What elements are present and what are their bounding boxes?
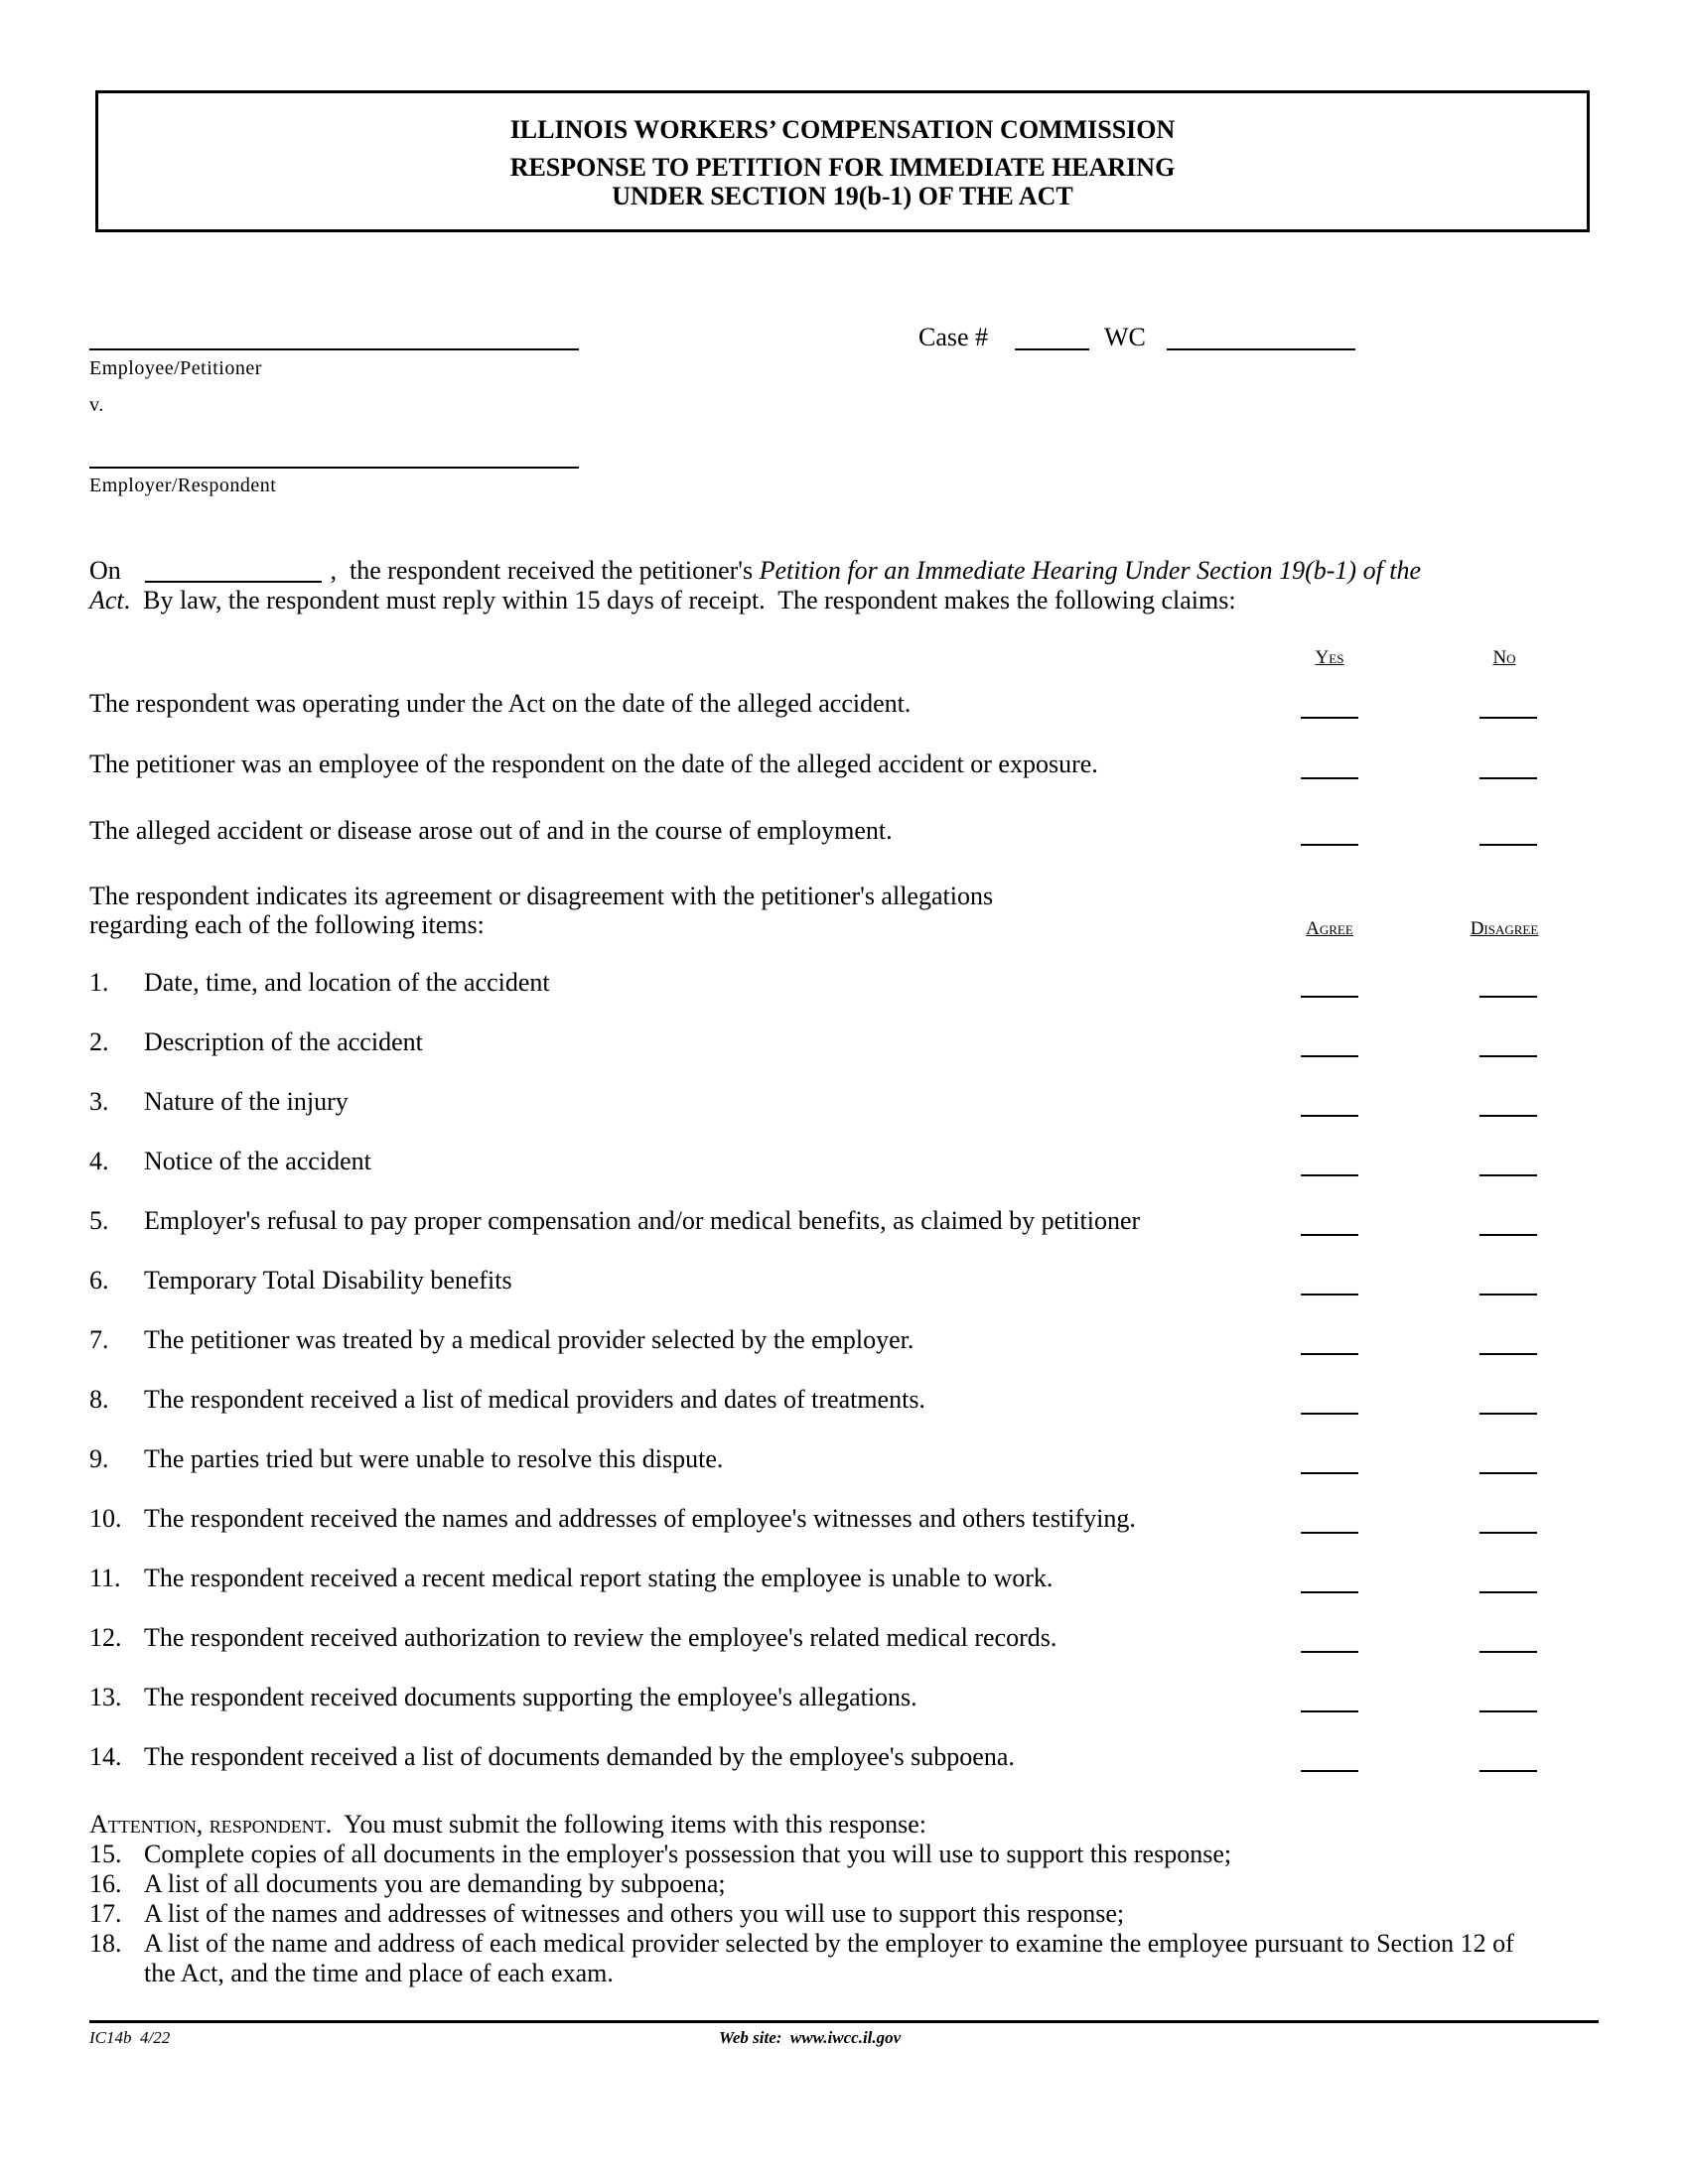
attention-item-text: A list of the names and addresses of witnesses and others you will use to support this response; — [144, 1899, 1125, 1928]
item-14-agree-blank[interactable] — [1301, 1770, 1358, 1772]
intro-text-1: , the respondent received the petitioner's Petition for an Immediate Hearing Under Section 19(b-1) of the — [324, 556, 1422, 585]
item-number: 9. — [89, 1444, 109, 1473]
case-number-field[interactable] — [1015, 348, 1089, 350]
item-13-agree-blank[interactable] — [1301, 1710, 1358, 1712]
item-7-disagree-blank[interactable] — [1479, 1353, 1537, 1355]
item-9-agree-blank[interactable] — [1301, 1472, 1358, 1474]
item-3-disagree-blank[interactable] — [1479, 1115, 1537, 1117]
attention-item-number: 16. — [89, 1869, 122, 1898]
item-text: The respondent received a list of medical providers and dates of treatments. — [144, 1385, 925, 1414]
agency-name: ILLINOIS WORKERS’ COMPENSATION COMMISSION — [509, 115, 1176, 144]
wc-number-field[interactable] — [1167, 348, 1355, 350]
claim-statement: The petitioner was an employee of the respondent on the date of the alleged accident or exposure. — [89, 750, 1098, 778]
claim-2-yes-blank[interactable] — [1301, 777, 1358, 779]
item-number: 13. — [89, 1683, 122, 1711]
case-number-label: Case # — [918, 323, 989, 351]
item-number: 7. — [89, 1325, 109, 1354]
versus-label: v. — [89, 394, 104, 416]
item-13-disagree-blank[interactable] — [1479, 1710, 1537, 1712]
item-number: 2. — [89, 1027, 109, 1056]
item-7-agree-blank[interactable] — [1301, 1353, 1358, 1355]
item-text: Date, time, and location of the accident — [144, 968, 550, 997]
claim-3-yes-blank[interactable] — [1301, 844, 1358, 846]
on-label: On — [89, 556, 121, 585]
item-6-agree-blank[interactable] — [1301, 1294, 1358, 1296]
item-text: The petitioner was treated by a medical provider selected by the employer. — [144, 1325, 914, 1354]
attention-item-number: 15. — [89, 1840, 122, 1868]
form-title-line1: RESPONSE TO PETITION FOR IMMEDIATE HEARING — [509, 153, 1176, 182]
website: Web site: www.iwcc.il.gov — [719, 2028, 902, 2047]
form-id: IC14b 4/22 — [89, 2028, 171, 2047]
item-number: 12. — [89, 1623, 122, 1652]
item-3-agree-blank[interactable] — [1301, 1115, 1358, 1117]
date-received-field[interactable] — [145, 581, 322, 583]
item-1-agree-blank[interactable] — [1301, 996, 1358, 998]
attention-item-number: 18. — [89, 1929, 122, 1958]
item-text: Employer's refusal to pay proper compensation and/or medical benefits, as claimed by petitioner — [144, 1206, 1141, 1235]
attention-item-text: A list of all documents you are demanding by subpoena; — [144, 1869, 726, 1898]
item-number: 10. — [89, 1504, 122, 1533]
item-text: The parties tried but were unable to resolve this dispute. — [144, 1444, 724, 1473]
item-number: 8. — [89, 1385, 109, 1414]
item-6-disagree-blank[interactable] — [1479, 1294, 1537, 1296]
item-10-agree-blank[interactable] — [1301, 1532, 1358, 1534]
disagree-column-header: Disagree — [1470, 918, 1539, 939]
form-title-line2: UNDER SECTION 19(b-1) OF THE ACT — [612, 182, 1073, 210]
item-number: 3. — [89, 1087, 109, 1116]
yes-column-header: Yes — [1315, 647, 1344, 668]
item-8-agree-blank[interactable] — [1301, 1413, 1358, 1415]
attention-item-text: A list of the name and address of each medical provider selected by the employer to examine the employee pursuant to Section 12 of the Act, and the time and place of each exam. — [144, 1929, 1514, 1987]
item-12-disagree-blank[interactable] — [1479, 1651, 1537, 1653]
employee-name-line[interactable] — [89, 348, 579, 350]
item-5-agree-blank[interactable] — [1301, 1234, 1358, 1236]
item-11-agree-blank[interactable] — [1301, 1591, 1358, 1593]
claim-2-no-blank[interactable] — [1479, 777, 1537, 779]
item-text: Temporary Total Disability benefits — [144, 1266, 512, 1295]
item-text: Description of the accident — [144, 1027, 423, 1056]
item-text: Notice of the accident — [144, 1147, 371, 1175]
item-number: 14. — [89, 1742, 122, 1771]
item-12-agree-blank[interactable] — [1301, 1651, 1358, 1653]
item-text: The respondent received a list of documents demanded by the employee's subpoena. — [144, 1742, 1015, 1771]
employer-name-line[interactable] — [89, 467, 579, 469]
claim-statement: The alleged accident or disease arose out of and in the course of employment. — [89, 816, 893, 845]
item-text: The respondent received a recent medical report stating the employee is unable to work. — [144, 1564, 1054, 1592]
wc-label: WC — [1104, 323, 1146, 351]
no-column-header: No — [1492, 647, 1516, 668]
item-14-disagree-blank[interactable] — [1479, 1770, 1537, 1772]
employee-label: Employee/Petitioner — [89, 357, 262, 379]
item-1-disagree-blank[interactable] — [1479, 996, 1537, 998]
footer-rule — [89, 2020, 1599, 2023]
item-5-disagree-blank[interactable] — [1479, 1234, 1537, 1236]
item-4-agree-blank[interactable] — [1301, 1174, 1358, 1176]
item-2-disagree-blank[interactable] — [1479, 1055, 1537, 1057]
employer-label: Employer/Respondent — [89, 475, 277, 496]
item-text: Nature of the injury — [144, 1087, 349, 1116]
agree-column-header: Agree — [1306, 918, 1353, 939]
attention-item-text: Complete copies of all documents in the employer's possession that you will use to support this response; — [144, 1840, 1232, 1868]
item-2-agree-blank[interactable] — [1301, 1055, 1358, 1057]
item-text: The respondent received authorization to review the employee's related medical records. — [144, 1623, 1057, 1652]
title-box — [95, 90, 1590, 232]
item-number: 6. — [89, 1266, 109, 1295]
intro-text-2: Act. By law, the respondent must reply within 15 days of receipt. The respondent makes the following claims: — [89, 586, 1236, 614]
claim-statement: The respondent was operating under the Act on the date of the alleged accident. — [89, 689, 912, 718]
item-number: 11. — [89, 1564, 121, 1592]
item-number: 5. — [89, 1206, 109, 1235]
claim-3-no-blank[interactable] — [1479, 844, 1537, 846]
attention-heading: Attention, respondent. You must submit the following items with this response: — [89, 1810, 927, 1839]
item-number: 4. — [89, 1147, 109, 1175]
allegations-intro: The respondent indicates its agreement or disagreement with the petitioner's allegations regarding each of the following items: — [89, 882, 994, 939]
claim-1-yes-blank[interactable] — [1301, 717, 1358, 719]
item-8-disagree-blank[interactable] — [1479, 1413, 1537, 1415]
item-10-disagree-blank[interactable] — [1479, 1532, 1537, 1534]
item-text: The respondent received documents supporting the employee's allegations. — [144, 1683, 917, 1711]
item-11-disagree-blank[interactable] — [1479, 1591, 1537, 1593]
claim-1-no-blank[interactable] — [1479, 717, 1537, 719]
item-number: 1. — [89, 968, 109, 997]
attention-item-number: 17. — [89, 1899, 122, 1928]
item-text: The respondent received the names and addresses of employee's witnesses and others testifying. — [144, 1504, 1136, 1533]
item-9-disagree-blank[interactable] — [1479, 1472, 1537, 1474]
item-4-disagree-blank[interactable] — [1479, 1174, 1537, 1176]
